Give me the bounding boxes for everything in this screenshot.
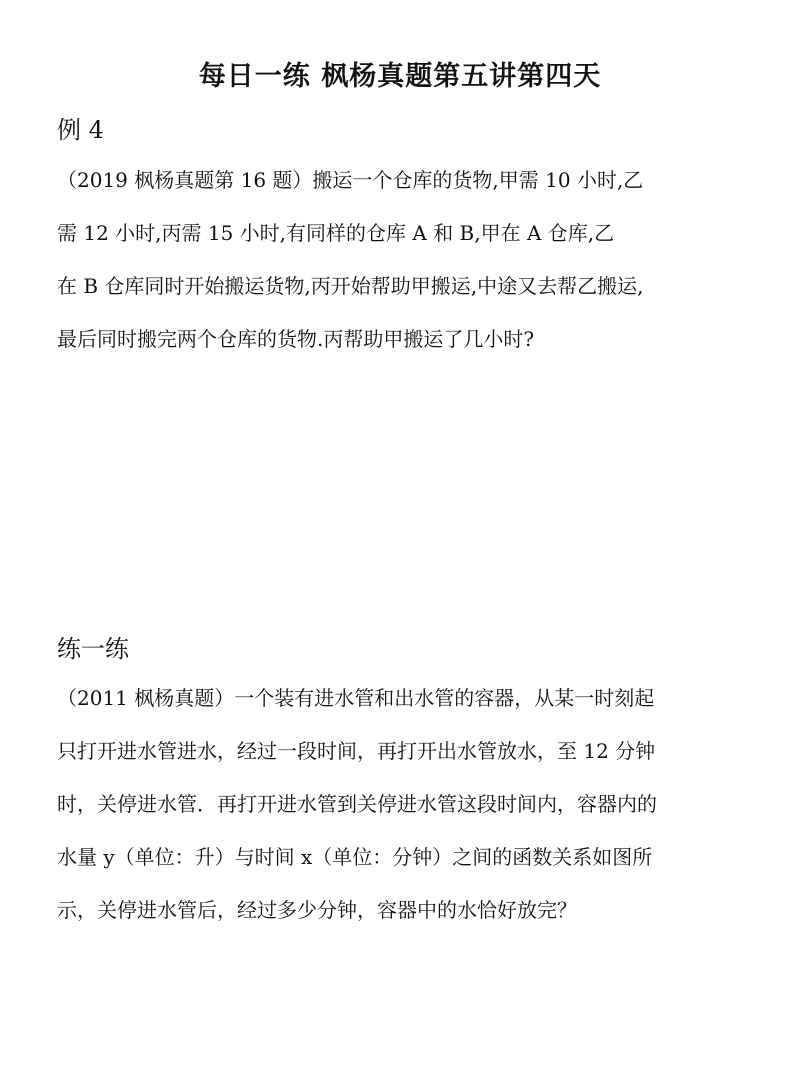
practice-line: 只打开进水管进水，经过一段时间，再打开出水管放水，至 12 分钟 bbox=[57, 739, 656, 763]
example-line: 最后同时搬完两个仓库的货物.丙帮助甲搬运了几小时? bbox=[57, 327, 535, 351]
example-problem-text bbox=[57, 154, 757, 366]
example-line: （2019 枫杨真题第 16 题）搬运一个仓库的货物,甲需 10 小时,乙 bbox=[57, 168, 644, 192]
practice-problem-text bbox=[57, 672, 757, 937]
page-title: 每日一练 枫杨真题第五讲第四天 bbox=[198, 61, 602, 92]
practice-line: 时，关停进水管．再打开进水管到关停进水管这段时间内，容器内的 bbox=[57, 792, 657, 816]
example-heading: 例 4 bbox=[57, 116, 104, 144]
practice-heading: 练一练 bbox=[57, 635, 129, 663]
example-line: 需 12 小时,丙需 15 小时,有同样的仓库 A 和 B,甲在 A 仓库,乙 bbox=[57, 221, 615, 245]
practice-line: （2011 枫杨真题）一个装有进水管和出水管的容器，从某一时刻起 bbox=[57, 686, 655, 710]
practice-line: 水量 y（单位：升）与时间 x（单位：分钟）之间的函数关系如图所 bbox=[57, 845, 653, 869]
example-line: 在 B 仓库同时开始搬运货物,丙开始帮助甲搬运,中途又去帮乙搬运, bbox=[57, 274, 644, 298]
practice-line: 示，关停进水管后，经过多少分钟，容器中的水恰好放完？ bbox=[57, 898, 577, 922]
